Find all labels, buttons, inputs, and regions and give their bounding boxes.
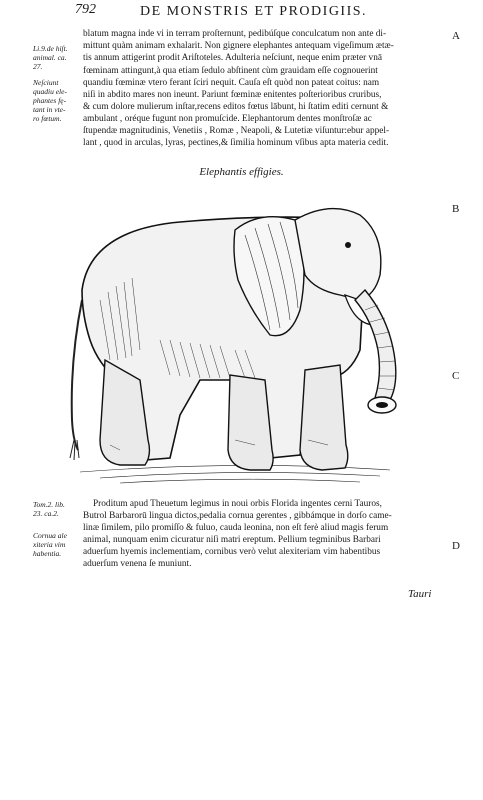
side-note-line: 23. ca.2. (33, 509, 59, 518)
figure-caption: Elephantis effigies. (199, 166, 284, 178)
text-line: Proditum apud Theuetum legimus in noui orbis Florida ingentes cerni Tauros, (93, 499, 382, 509)
side-note-line: Tom.2. lib. (33, 500, 65, 509)
text-line: fœminam attingunt,à qua etiam ſedulo abſtinent cùm grauidam eſſe cognouerint (83, 66, 378, 76)
elephant-eye (345, 242, 351, 248)
side-note-reference (33, 44, 68, 71)
side-note-line: quadiu ele- (33, 87, 67, 96)
side-note-line: animal. ca. (33, 53, 67, 62)
elephant-leg (228, 375, 273, 470)
running-head: DE MONSTRIS ET PRODIGIIS. (140, 4, 368, 19)
text-line: mittunt quàm animam exhalarit. Non gignere elephantes antequam vigeſimum ætæ- (83, 41, 394, 51)
elephant-woodcut (60, 200, 430, 490)
text-line: tis annum attigerint prodit Ariſtoteles. Adulteria neſciunt, neque enim præter vnā (83, 53, 382, 63)
side-note-line: xiteria vim (33, 540, 66, 549)
text-line: ſtupendæ magnitudinis, Venetiis , Romæ , Neapoli, & Lutetiæ viſuntur:ebur appel- (83, 126, 390, 136)
text-line: & cum dolore mulierum inſtar,recens editos fœtus lābunt, hi ſtatim editi cernunt & (83, 102, 389, 112)
side-note-line: ro fœtum. (33, 114, 62, 123)
margin-letter-c: C (452, 370, 460, 382)
text-line: niſi in abdito mares non ineunt. Pariunt fœminæ enitentes poſterioribus cruribus, (83, 90, 382, 100)
side-note-line: phantes fę- (33, 96, 67, 105)
text-line: aduerſum hyemis inclementiam, cornibus verò velut alexiteriam vim habentibus (83, 547, 381, 557)
side-note-horns (33, 531, 67, 558)
side-note-line: tant in vte- (33, 105, 66, 114)
margin-letter-a: A (452, 30, 460, 42)
elephant-trunk (355, 290, 396, 400)
text-line: quandiu fœminæ vtero ferant ſciri nequit. Cauſa eſt quòd non pateat coitus: nam (83, 78, 380, 88)
text-line: Butrol Barbarorū lingua dictos,pedalia cornua gerentes , gibbámque in dorſo came- (83, 511, 392, 521)
text-line: animal, nunquam enim cicuratur niſi matri ereptum. Pellium tegminibus Barbari (83, 535, 381, 545)
catchword: Tauri (408, 588, 432, 600)
side-note-line: Neſciunt (33, 78, 59, 87)
side-note-line: habentia. (33, 549, 62, 558)
elephant-leg (300, 365, 348, 470)
side-note-line: 27. (33, 62, 43, 71)
elephant-tail (72, 300, 82, 450)
margin-letter-b: B (452, 203, 460, 215)
side-note-line: Li.9.de hiſt. (33, 44, 68, 53)
side-note-source (33, 500, 65, 518)
text-line: aduerſum venena ſe muniunt. (83, 559, 192, 569)
text-line: lant , quod in arculas, lyras, pectines,& ſimilia hominum vſibus apta materia cedit. (83, 138, 389, 148)
text-line: ambulant , oréque fugunt non promuſcide. Elephantorum dentes monſtroſæ ac (83, 114, 372, 124)
text-line: blatum magna inde vi in terram proſternunt, pedibúſque conculcatum non ante di- (83, 29, 387, 39)
text-line: linæ ſimilem, pilo promiſſo & fuluo, cauda leonina, non eſt ferè aliud magis ferum (83, 523, 389, 533)
margin-letter-d: D (452, 540, 460, 552)
side-note-gestation (33, 78, 67, 123)
page-number: 792 (75, 2, 96, 17)
side-note-line: Cornua ale (33, 531, 67, 540)
